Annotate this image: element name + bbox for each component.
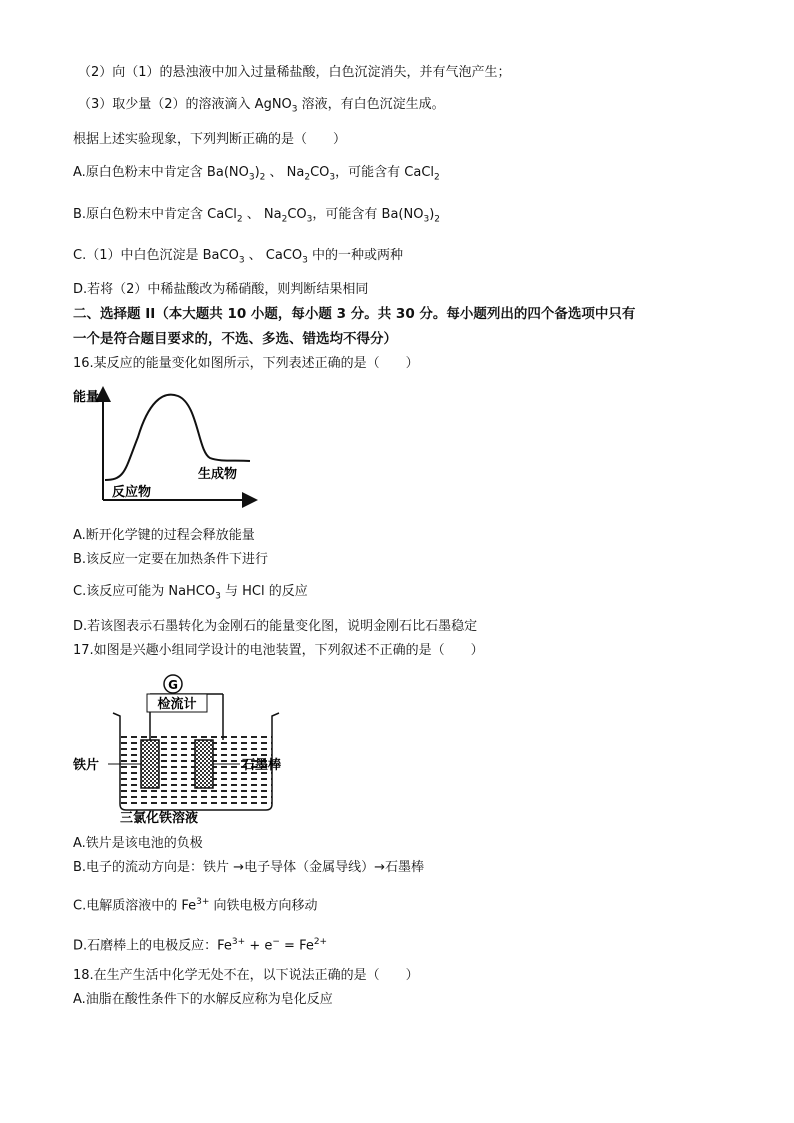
y-axis-label: 能量 <box>73 390 100 405</box>
graphite-electrode <box>195 740 213 788</box>
solution-label: 三氯化铁溶液 <box>120 811 199 826</box>
graphite-label: 石墨棒 <box>242 758 282 773</box>
product-label: 生成物 <box>198 467 238 482</box>
reactant-label: 反应物 <box>112 485 152 500</box>
section-heading: 二、选择题 II（本大题共 10 小题，每小题 3 分。共 30 分。每小题列出的四个备选项中只有 <box>73 306 636 322</box>
option-d: D.若该图表示石墨转化为金刚石的能量变化图，说明金刚石比石墨稳定 <box>73 619 478 634</box>
option-a: A.铁片是该电池的负极 <box>73 836 203 851</box>
option-c: C.（1）中白色沉淀是 BaCO$_3$ 、 CaCO$_3$ 中的一种或两种 <box>73 248 404 266</box>
iron-electrode <box>141 740 159 788</box>
option-a: A.断开化学键的过程会释放能量 <box>73 528 255 543</box>
option-a: A.油脂在酸性条件下的水解反应称为皂化反应 <box>73 992 333 1007</box>
question-18: 18.在生产生活中化学无处不在，以下说法正确的是（ ） <box>73 968 419 983</box>
section-heading: 一个是符合题目要求的，不选、多选、错选均不得分） <box>73 331 397 347</box>
option-d: D.石磨棒上的电极反应：$Fe^{3+} + e^- = Fe^{2+}$ <box>73 937 328 954</box>
option-c: C.电解质溶液中的 $Fe^{3+}$ 向铁电极方向移动 <box>73 897 318 914</box>
battery-diagram <box>70 668 310 826</box>
iron-label: 铁片 <box>73 758 100 773</box>
option-b: B.该反应一定要在加热条件下进行 <box>73 552 269 567</box>
option-d: D.若将（2）中稀盐酸改为稀硝酸，则判断结果相同 <box>73 282 369 297</box>
question-16: 16.某反应的能量变化如图所示，下列表述正确的是（ ） <box>73 356 419 371</box>
energy-diagram <box>70 382 270 512</box>
text-line: （2）向（1）的悬浊液中加入过量稀盐酸，白色沉淀消失，并有气泡产生； <box>78 65 511 80</box>
text-line: （3）取少量（2）的溶液滴入 AgNO$_3$ 溶液，有白色沉淀生成。 <box>78 97 445 115</box>
option-b: B.原白色粉末中肯定含 CaCl$_2$ 、 $Na_2CO_3$，可能含有 $Ba(NO_3)_2$ <box>73 207 440 225</box>
option-a: A.原白色粉末中肯定含 $Ba(NO_3)_2$ 、 $Na_2CO_3$，可能含有 CaCl$_2$ <box>73 165 440 183</box>
meter-symbol: G <box>168 678 178 692</box>
question-17: 17.如图是兴趣小组同学设计的电池装置，下列叙述不正确的是（ ） <box>73 643 484 658</box>
meter-label: 检流计 <box>157 697 197 712</box>
option-b: B.电子的流动方向是：铁片 →电子导体（金属导线）→石墨棒 <box>73 860 424 875</box>
text-line: 根据上述实验现象，下列判断正确的是（ ） <box>73 132 347 147</box>
option-c: C.该反应可能为 NaHCO$_3$ 与 HCl 的反应 <box>73 584 308 602</box>
